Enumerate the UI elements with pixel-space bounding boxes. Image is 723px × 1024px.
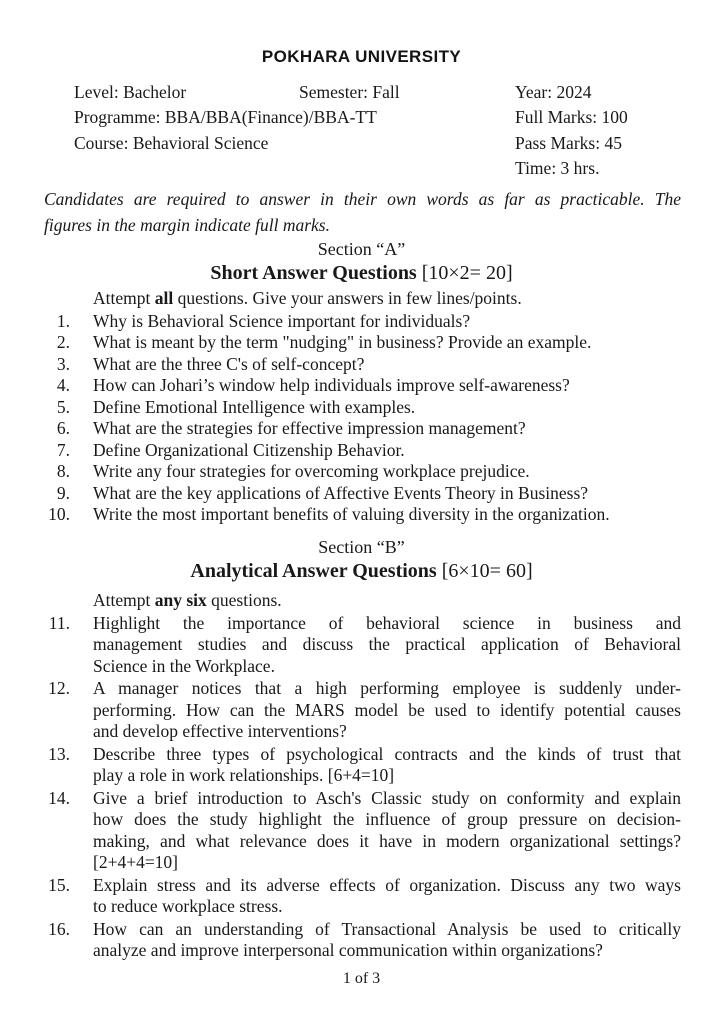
question-line: Write the most important benefits of valuing diversity in the organization.	[93, 504, 610, 525]
question-text	[93, 440, 681, 462]
question-line: Why is Behavioral Science important for individuals?	[93, 310, 471, 331]
section-a-heading	[0, 260, 723, 286]
instruction-bold: all	[154, 287, 174, 308]
question-line: Define Organizational Citizenship Behavior.	[93, 439, 405, 460]
question-number: 12.	[48, 678, 70, 699]
question-number: 8.	[56, 461, 70, 482]
instruction-pre: Attempt	[93, 589, 155, 610]
question-number: 13.	[48, 743, 70, 764]
question-line: Highlight the importance of behavioral science in business and	[93, 612, 681, 633]
question-line: What are the three C's of self-concept?	[93, 353, 365, 374]
question-item	[38, 354, 681, 376]
question-item	[38, 919, 681, 962]
question-text	[93, 311, 681, 333]
question-item	[38, 678, 681, 743]
question-text	[93, 919, 681, 962]
section-a-question-list	[38, 311, 681, 526]
question-line: How can Johari’s window help individuals improve self-awareness?	[93, 375, 570, 396]
section-a-name: Section “A”	[317, 238, 406, 259]
question-line: to reduce workplace stress.	[93, 896, 283, 917]
instruction-pre: Attempt	[93, 287, 155, 308]
question-line: Describe three types of psychological contracts and the kinds of trust that	[93, 743, 681, 764]
question-line: What are the key applications of Affective Events Theory in Business?	[93, 482, 589, 503]
question-text	[93, 483, 681, 505]
question-number: 16.	[48, 918, 70, 939]
section-a-marks: [10×2= 20]	[421, 261, 513, 284]
question-text	[93, 678, 681, 743]
exam-meta	[74, 80, 681, 182]
section-a-instruction	[93, 286, 723, 310]
question-line: how does the study highlight the influence of group pressure on decision-	[93, 809, 681, 830]
section-a	[0, 239, 723, 526]
section-b-heading-text: Analytical Answer Questions	[190, 559, 437, 582]
question-text	[93, 744, 681, 787]
question-item	[38, 504, 681, 526]
question-line: What are the strategies for effective impression management?	[93, 418, 526, 439]
page-number: 1 of 3	[342, 969, 381, 987]
meta-pass-marks: Pass Marks: 45	[515, 132, 622, 153]
question-number: 10.	[48, 504, 70, 525]
question-line: Explain stress and its adverse effects of organization. Discuss any two ways	[93, 874, 681, 895]
question-line: Science in the Workplace.	[93, 655, 275, 676]
question-number: 1.	[56, 310, 70, 331]
section-b-question-list	[38, 613, 681, 962]
question-line: [2+4+4=10]	[93, 852, 179, 873]
question-item	[38, 613, 681, 678]
question-line: Write any four strategies for overcoming workplace prejudice.	[93, 461, 530, 482]
meta-year: Year: 2024	[515, 82, 592, 102]
question-item	[38, 418, 681, 440]
candidates-note-line: Candidates are required to answer in their own words as far as practicable. The	[44, 188, 681, 209]
question-item	[38, 744, 681, 787]
question-number: 14.	[48, 787, 70, 808]
question-text	[93, 504, 681, 526]
meta-course: Course: Behavioral Science	[74, 132, 269, 153]
question-number: 7.	[56, 439, 70, 460]
instruction-bold: any six	[154, 589, 207, 610]
question-line: A manager notices that a high performing employee is suddenly under-	[93, 678, 681, 699]
meta-level: Level: Bachelor	[74, 82, 187, 102]
question-item	[38, 311, 681, 333]
question-line: management studies and discuss the practical application of Behavioral	[93, 634, 681, 655]
question-text	[93, 397, 681, 419]
question-line: What is meant by the term "nudging" in business? Provide an example.	[93, 332, 592, 353]
question-text	[93, 375, 681, 397]
question-text	[93, 354, 681, 376]
section-b-name: Section “B”	[318, 536, 405, 557]
question-number: 15.	[48, 874, 70, 895]
question-text	[93, 332, 681, 354]
question-number: 2.	[56, 332, 70, 353]
meta-full-marks: Full Marks: 100	[515, 107, 628, 128]
section-b	[0, 537, 723, 962]
question-text	[93, 875, 681, 918]
question-line: and develop effective interventions?	[93, 721, 347, 742]
question-line: performing. How can the MARS model be used to identify potential causes	[93, 699, 681, 720]
meta-spacer	[74, 156, 515, 181]
question-item	[38, 375, 681, 397]
question-number: 4.	[56, 375, 70, 396]
section-b-instruction	[93, 588, 723, 612]
question-text	[93, 461, 681, 483]
candidates-note-line: figures in the margin indicate full marks.	[44, 214, 330, 235]
question-item	[38, 440, 681, 462]
question-line: Give a brief introduction to Asch's Classic study on conformity and explain	[93, 787, 681, 808]
section-b-marks: [6×10= 60]	[441, 559, 533, 582]
meta-programme: Programme: BBA/BBA(Finance)/BBA-TT	[74, 107, 377, 128]
question-line: analyze and improve interpersonal communication within organizations?	[93, 940, 603, 961]
question-line: How can an understanding of Transactional Analysis be used to critically	[93, 918, 681, 939]
meta-time: Time: 3 hrs.	[515, 158, 600, 179]
meta-semester: Semester: Fall	[299, 82, 400, 102]
question-item	[38, 332, 681, 354]
page-title: POKHARA UNIVERSITY	[261, 47, 462, 66]
question-text	[93, 418, 681, 440]
question-item	[38, 397, 681, 419]
question-text	[93, 613, 681, 678]
question-item	[38, 875, 681, 918]
question-number: 11.	[48, 612, 70, 633]
question-line: Define Emotional Intelligence with examples.	[93, 396, 416, 417]
section-b-heading	[0, 558, 723, 584]
instruction-post: questions. Give your answers in few lines/points.	[173, 287, 522, 308]
instruction-post: questions.	[206, 589, 282, 610]
question-number: 3.	[56, 353, 70, 374]
question-number: 9.	[56, 482, 70, 503]
question-text	[93, 788, 681, 874]
question-number: 5.	[56, 396, 70, 417]
question-item	[38, 483, 681, 505]
question-line: making, and what relevance does it have in modern organizational settings?	[93, 830, 681, 851]
question-number: 6.	[56, 418, 70, 439]
question-item	[38, 788, 681, 874]
question-item	[38, 461, 681, 483]
candidates-note	[44, 186, 681, 238]
question-line: play a role in work relationships. [6+4=10]	[93, 765, 395, 786]
section-a-heading-text: Short Answer Questions	[210, 261, 417, 284]
